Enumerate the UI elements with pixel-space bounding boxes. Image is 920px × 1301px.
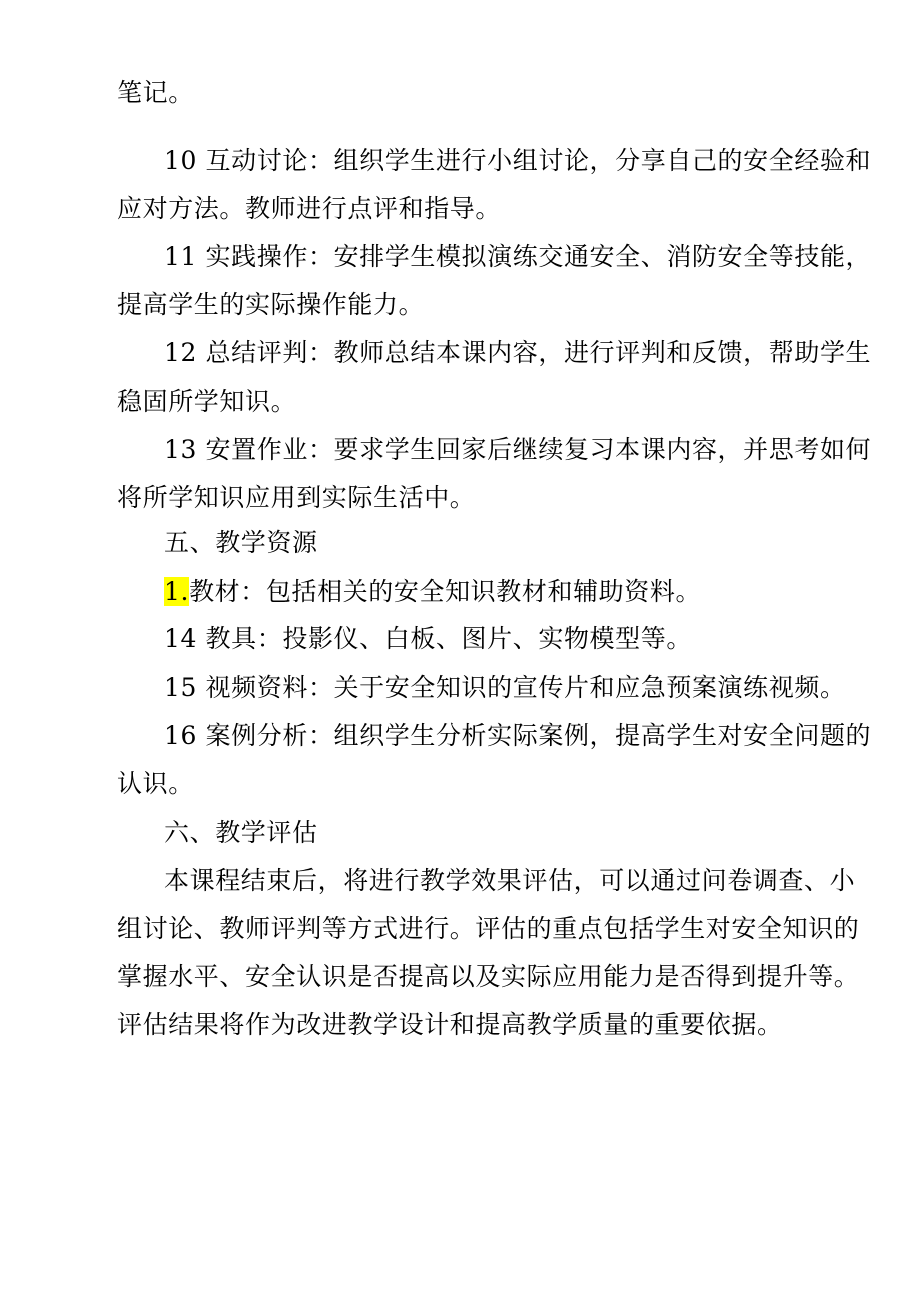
text-line: 评估结果将作为改进教学设计和提高教学质量的重要依据。 <box>117 1010 783 1039</box>
highlighted-list-number: 1. <box>164 577 190 606</box>
text-line: 12 总结评判：教师总结本课内容，进行评判和反馈，帮助学生 <box>164 338 872 367</box>
section-heading: 五、教学资源 <box>164 528 318 557</box>
text-line: 认识。 <box>117 769 194 798</box>
text-line-with-highlight <box>0 575 920 609</box>
text-line: 本课程结束后，将进行教学效果评估，可以通过问卷调查、小 <box>164 866 856 895</box>
text-line: 13 安置作业：要求学生回家后继续复习本课内容，并思考如何 <box>164 435 872 464</box>
text-line: 将所学知识应用到实际生活中。 <box>117 483 476 512</box>
text-line: 稳固所学知识。 <box>117 387 297 416</box>
text-line: 14 教具：投影仪、白板、图片、实物模型等。 <box>164 624 692 653</box>
text-line: 教材：包括相关的安全知识教材和辅助资料。 <box>189 577 702 606</box>
text-line: 掌握水平、安全认识是否提高以及实际应用能力是否得到提升等。 <box>117 962 860 991</box>
text-line: 11 实践操作：安排学生模拟演练交通安全、消防安全等技能， <box>164 242 872 271</box>
text-line: 应对方法。教师进行点评和指导。 <box>117 194 502 223</box>
section-heading: 六、教学评估 <box>164 818 318 847</box>
text-line: 笔记。 <box>117 78 194 107</box>
text-line: 15 视频资料：关于安全知识的宣传片和应急预案演练视频。 <box>164 673 846 702</box>
text-line: 16 案例分析：组织学生分析实际案例，提高学生对安全问题的 <box>164 721 872 750</box>
text-line: 提高学生的实际操作能力。 <box>117 290 425 319</box>
text-line: 组讨论、教师评判等方式进行。评估的重点包括学生对安全知识的 <box>117 914 860 943</box>
text-line: 10 互动讨论：组织学生进行小组讨论，分享自己的安全经验和 <box>164 146 872 175</box>
